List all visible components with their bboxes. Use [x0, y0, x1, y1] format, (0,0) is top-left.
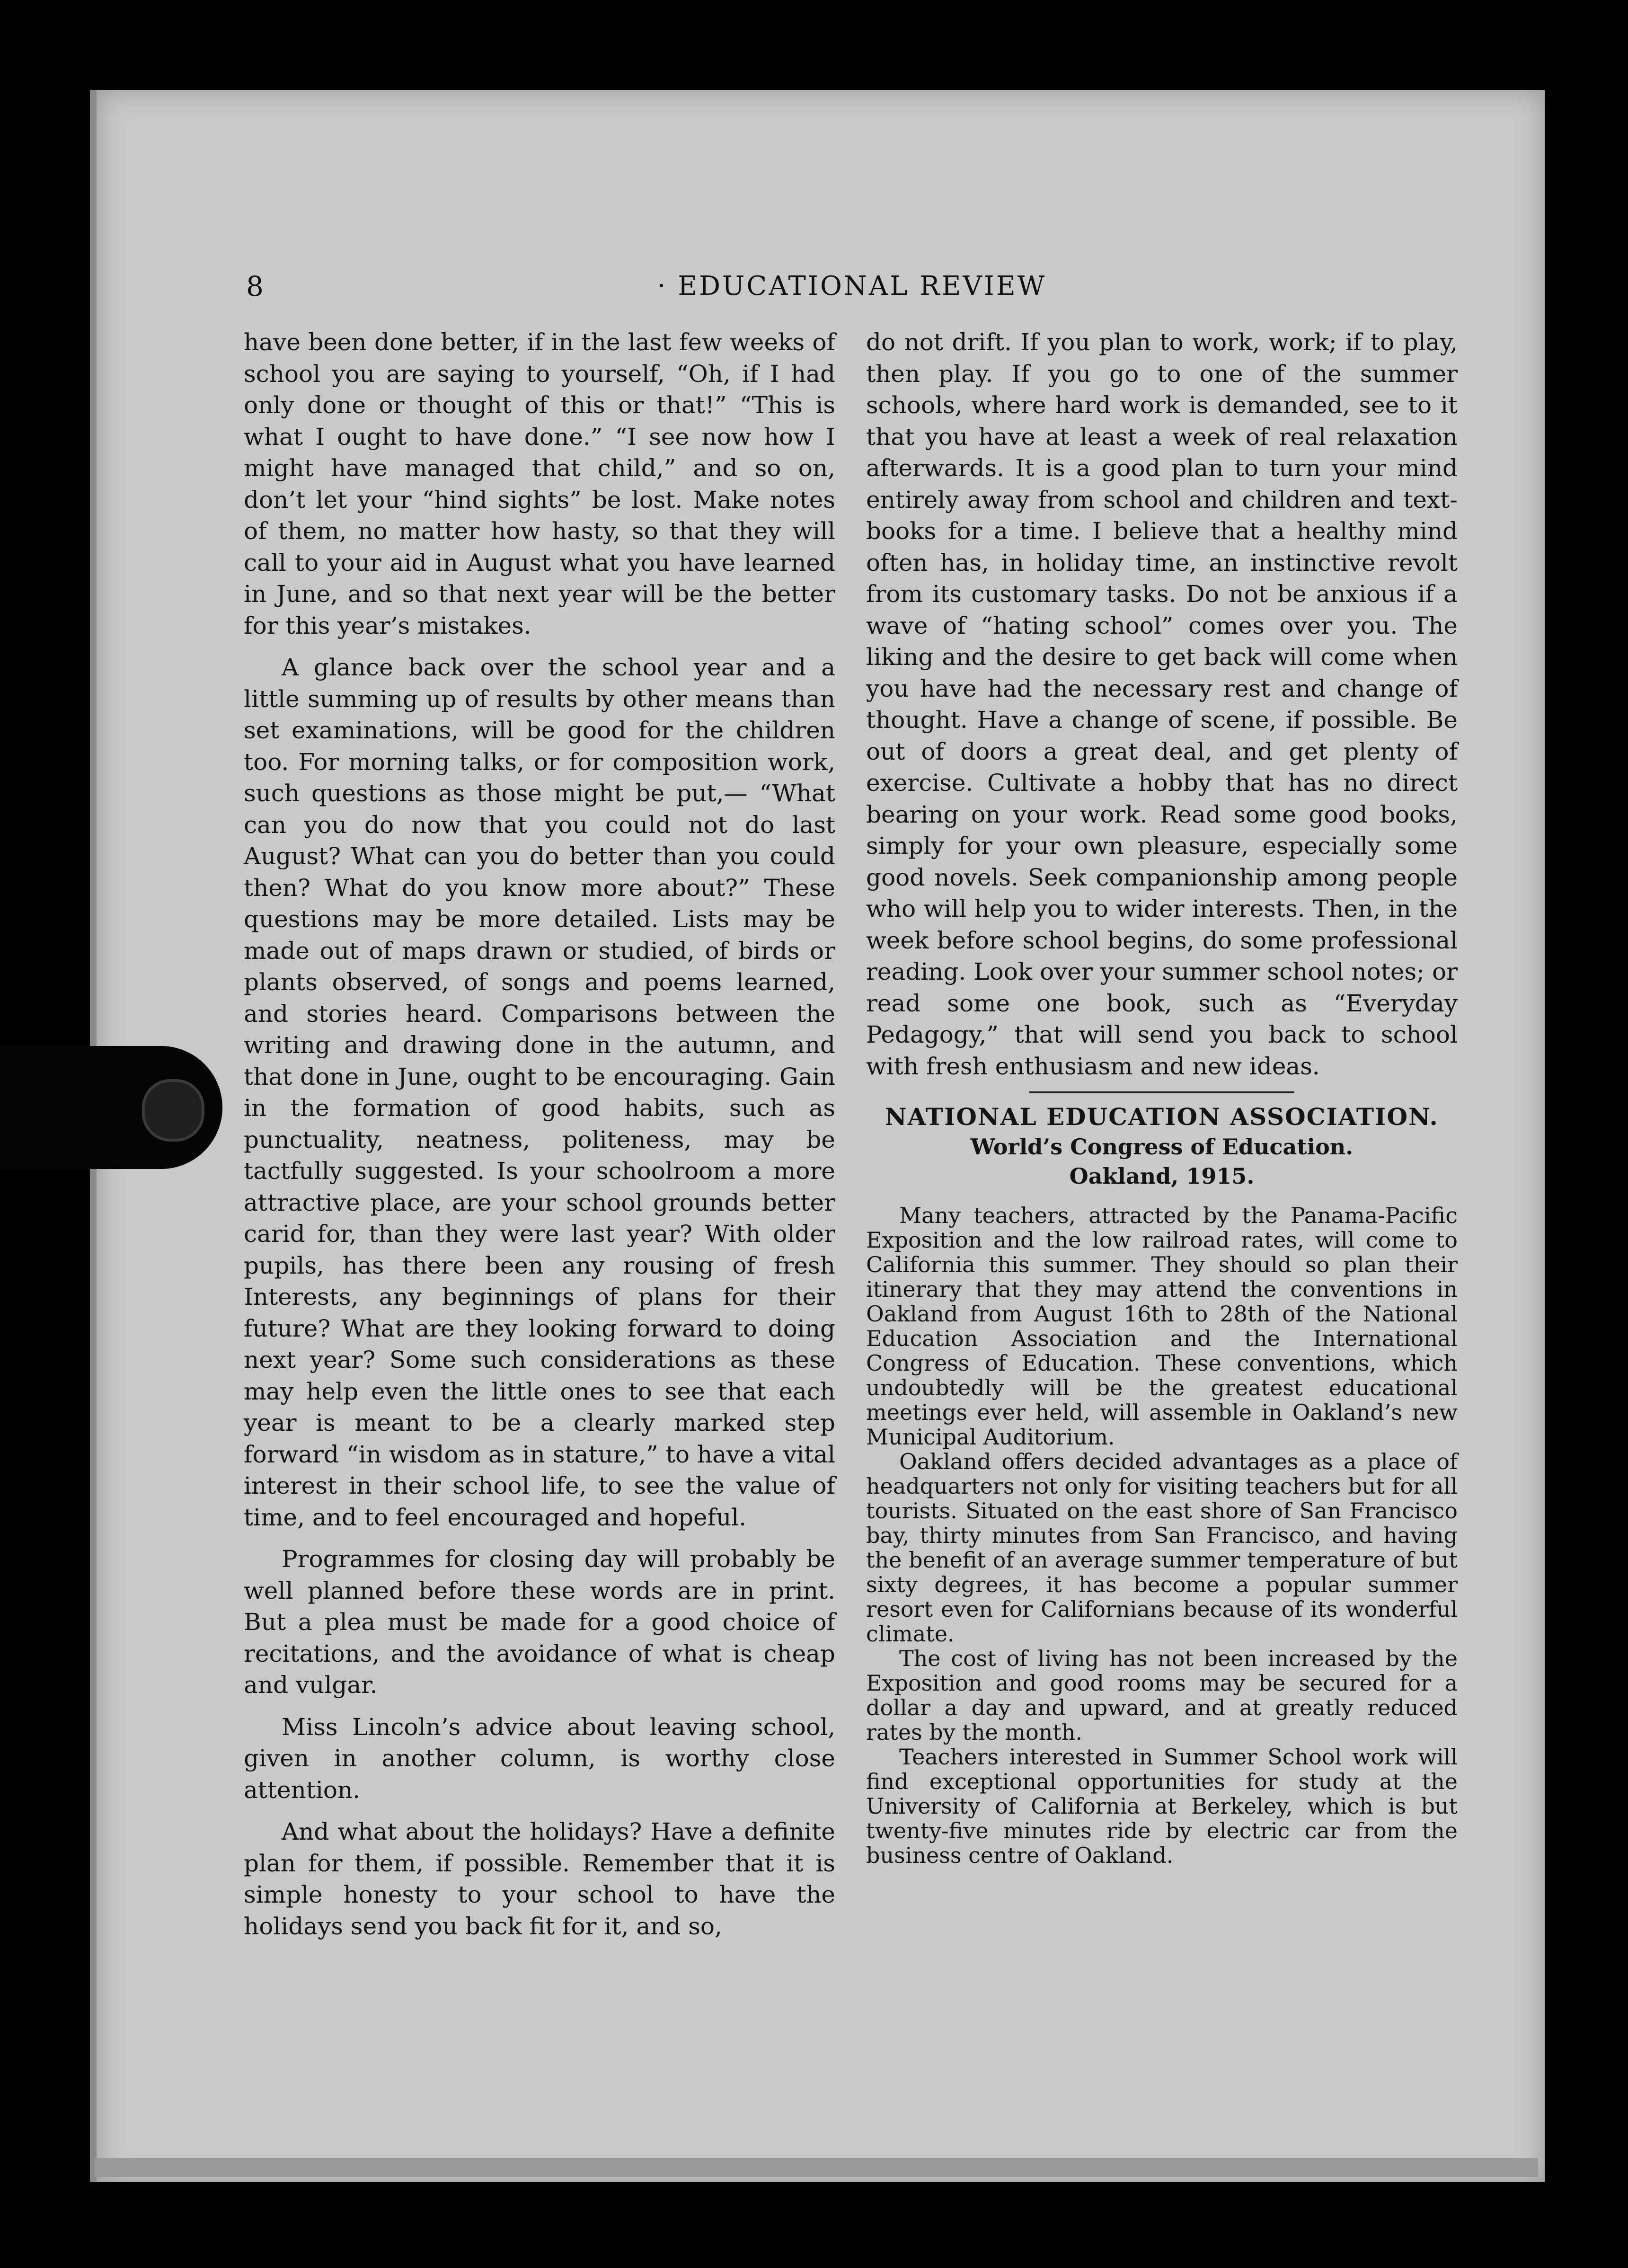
- paragraph: Miss Lincoln’s advice about leaving school, given in another column, is worthy close attention.: [244, 1713, 835, 1804]
- paragraph: Many teachers, attracted by the Panama-Pacific Exposition and the low railroad rates, will come to California this summer. They should so plan their itinerary that they may attend the conventions in Oakland from August 16th to 28th of the National Education Association and the International Congress of Education. These conventions, which undoubtedly will be the greatest educational meetings ever held, will assemble in Oakland’s new Municipal Auditorium.: [866, 1203, 1458, 1450]
- section-divider: [1029, 1091, 1294, 1093]
- paragraph: do not drift. If you plan to work, work; if to play, then play. If you go to one of the summer schools, where hard work is demanded, see to it that you have at least a week of real relaxation afterwards. It is a good plan to turn your mind entirely away from school and children and text-books for a time. I believe that a healthy mind often has, in holiday time, an instinctive revolt from its customary tasks. Do not be anxious if a wave of “hating school” comes over you. The liking and the desire to get back will come when you have had the necessary rest and change of thought. Have a change of scene, if possible. Be out of doors a great deal, and get plenty of exercise. Cultivate a hobby that has no direct bearing on your work. Read some good books, simply for your own pleasure, especially some good novels. Seek companionship among people who will help you to wider interests. Then, in the week before school begins, do some professional reading. Look over your summer school notes; or read some one book, such as “Everyday Pedagogy,” that will send you back to school with fresh enthusiasm and new ideas.: [866, 328, 1458, 1080]
- section-dateline: Oakland, 1915.: [1069, 1163, 1255, 1189]
- section-body: [866, 1203, 1458, 1868]
- page-number: 8: [246, 270, 264, 302]
- paragraph: And what about the holidays? Have a definite plan for them, if possible. Remember that it is simple honesty to your school to have the holidays send you back fit for it, and so,: [244, 1818, 835, 1940]
- section-subtitle: World’s Congress of Education.: [970, 1134, 1354, 1160]
- journal-title: · EDUCATIONAL REVIEW: [657, 271, 1047, 301]
- binder-clip: [0, 1046, 222, 1169]
- running-head: [246, 265, 1458, 308]
- page-bottom-edge: [95, 2158, 1538, 2177]
- paragraph: Programmes for closing day will probably be well planned before these words are in print. But a plea must be made for a good choice of recitations, and the avoidance of what is cheap and vulgar.: [244, 1545, 835, 1699]
- right-column: [866, 327, 1458, 1868]
- left-column: [244, 327, 835, 1942]
- section-title: NATIONAL EDUCATION ASSOCIATION.: [885, 1103, 1439, 1131]
- paragraph: A glance back over the school year and a little summing up of results by other means than set examinations, will be good for the children too. For morning talks, or for composition work, such questions as those might be put,— “What can you do now that you could not do last August? What can you do better than you could then? What do you know more about?” These questions may be more detailed. Lists may be made out of maps drawn or studied, of birds or plants observed, of songs and poems learned, and stories heard. Comparisons between the writing and drawing done in the autumn, and that done in June, ought to be encouraging. Gain in the formation of good habits, such as punctuality, neatness, politeness, may be tactfully suggested. Is your schoolroom a more attractive place, are your school grounds better carid for, than they were last year? With older pupils, has there been any rousing of fresh Interests, any beginnings of plans for their future? What are they looking forward to doing next year? Some such considerations as these may help even the little ones to see that each year is meant to be a clearly marked step forward “in wisdom as in stature,” to have a vital interest in their school life, to see the value of time, and to feel encouraged and hopeful.: [244, 654, 835, 1531]
- paragraph: The cost of living has not been increased by the Exposition and good rooms may be secured for a dollar a day and upward, and at greatly reduced rates by the month.: [866, 1646, 1458, 1745]
- paragraph: Oakland offers decided advantages as a place of headquarters not only for visiting teachers but for all tourists. Situated on the east shore of San Francisco bay, thirty minutes from San Francisco, and having the benefit of an average summer temperature of but sixty degrees, it has become a popular summer resort even for Californians because of its wonderful climate.: [866, 1449, 1458, 1647]
- paragraph: have been done better, if in the last few weeks of school you are saying to yourself, “Oh, if I had only done or thought of this or that!” “This is what I ought to have done.” “I see now how I might have managed that child,” and so on, don’t let your “hind sights” be lost. Make notes of them, no matter how hasty, so that they will call to your aid in August what you have learned in June, and so that next year will be the better for this year’s mistakes.: [244, 328, 835, 639]
- paragraph: Teachers interested in Summer School work will find exceptional opportunities for study at the University of California at Berkeley, which is but twenty-five minutes ride by electric car from the business centre of Oakland.: [866, 1744, 1458, 1868]
